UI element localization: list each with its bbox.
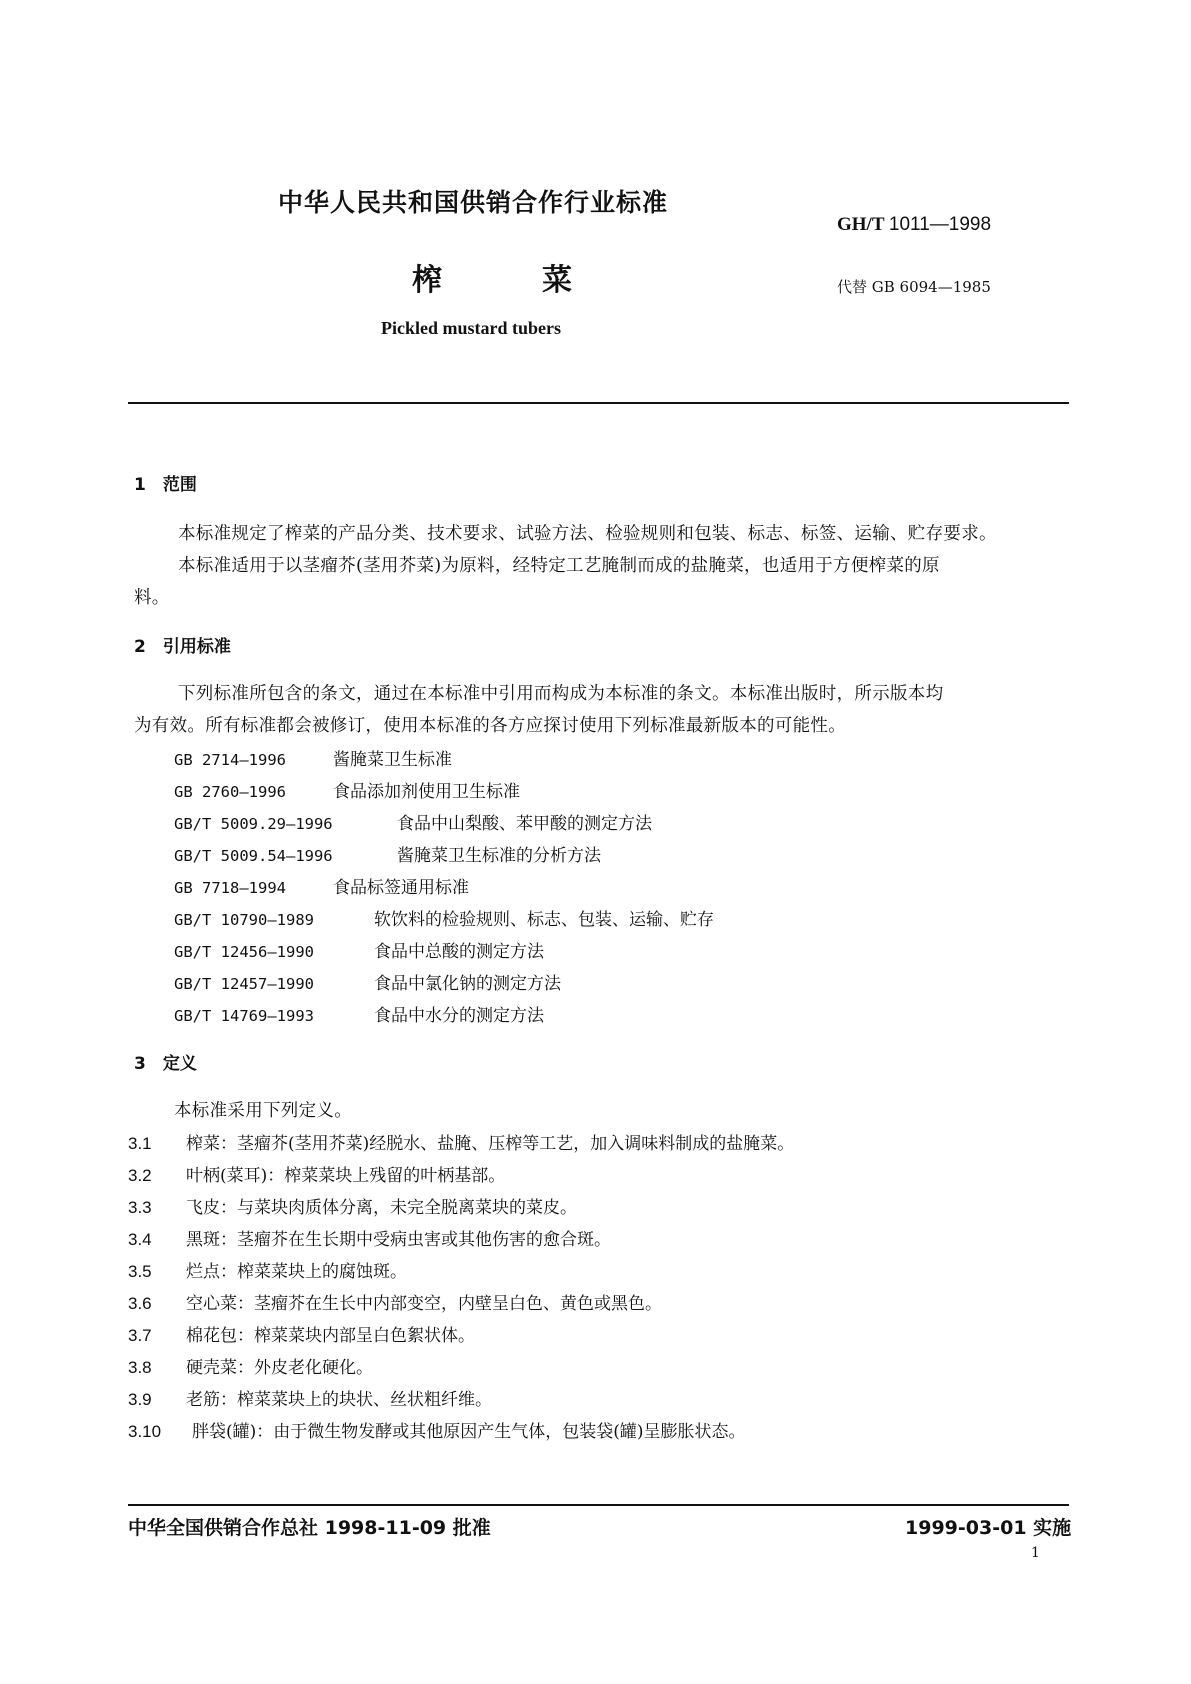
- reference-code: GB/T 5009.54—1996: [174, 847, 333, 865]
- document-title: [412, 255, 572, 299]
- definition-text: 空心菜：茎瘤芥在生长中内部变空，内壁呈白色、黄色或黑色。: [186, 1294, 662, 1314]
- definition-item: [128, 1129, 794, 1154]
- definition-item: [128, 1193, 577, 1218]
- reference-item: [174, 745, 452, 770]
- definition-item: [128, 1321, 475, 1346]
- reference-code: GB 2760—1996: [174, 783, 286, 801]
- section-1-paragraph-2: 本标准适用于以茎瘤芥(茎用芥菜)为原料，经特定工艺腌制而成的盐腌菜，也适用于方便榨菜的原: [178, 556, 940, 576]
- standard-code: [837, 214, 991, 236]
- reference-item: [174, 841, 601, 866]
- reference-item: [174, 969, 561, 994]
- standard-code-prefix: GH/T: [837, 214, 885, 235]
- definition-item: [128, 1225, 611, 1250]
- definition-item: [128, 1161, 505, 1186]
- definition-item: [128, 1289, 662, 1314]
- reference-item: [174, 937, 544, 962]
- header-divider: [128, 402, 1069, 404]
- definition-text: 榨菜：茎瘤芥(茎用芥菜)经脱水、盐腌、压榨等工艺，加入调味料制成的盐腌菜。: [186, 1134, 795, 1154]
- reference-code: GB/T 5009.29—1996: [174, 815, 333, 833]
- definition-text: 叶柄(菜耳)：榨菜菜块上残留的叶柄基部。: [186, 1166, 506, 1186]
- reference-name: 食品中氯化钠的测定方法: [374, 974, 561, 994]
- reference-code: GB/T 14769—1993: [174, 1007, 314, 1025]
- definition-text: 硬壳菜：外皮老化硬化。: [186, 1358, 373, 1378]
- section-1-paragraph-2-cont: 料。: [134, 588, 170, 608]
- definition-number: 3.7: [128, 1326, 152, 1345]
- definition-text: 黑斑：茎瘤芥在生长期中受病虫害或其他伤害的愈合斑。: [186, 1230, 611, 1250]
- reference-name: 食品添加剂使用卫生标准: [333, 782, 520, 802]
- reference-item: [174, 809, 652, 834]
- definition-item: [128, 1417, 746, 1442]
- section-2-paragraph: 下列标准所包含的条文，通过在本标准中引用而构成为本标准的条文。本标准出版时，所示版本均: [178, 684, 944, 704]
- reference-name: 软饮料的检验规则、标志、包装、运输、贮存: [374, 910, 714, 930]
- reference-item: [174, 905, 714, 930]
- definition-item: [128, 1257, 407, 1282]
- definition-number: 3.9: [128, 1390, 152, 1409]
- reference-code: GB 7718—1994: [174, 879, 286, 897]
- reference-code: GB/T 10790—1989: [174, 911, 314, 929]
- reference-name: 食品中山梨酸、苯甲酸的测定方法: [397, 814, 652, 834]
- section-2-paragraph-cont: 为有效。所有标准都会被修订，使用本标准的各方应探讨使用下列标准最新版本的可能性。: [134, 716, 846, 736]
- definition-number: 3.6: [128, 1294, 152, 1313]
- definition-number: 3.4: [128, 1230, 152, 1249]
- effective-date: 1999-03-01 实施: [905, 1517, 1072, 1539]
- section-1-heading: 1 范围: [134, 475, 197, 495]
- section-2-heading: 2 引用标准: [134, 637, 231, 657]
- reference-item: [174, 777, 520, 802]
- definition-item: [128, 1385, 492, 1410]
- definition-number: 3.5: [128, 1262, 152, 1281]
- reference-code: GB/T 12457—1990: [174, 975, 314, 993]
- section-3-heading: 3 定义: [134, 1054, 197, 1074]
- replaces-standard: 代替 GB 6094—1985: [837, 278, 991, 296]
- reference-name: 食品中水分的测定方法: [374, 1006, 544, 1026]
- reference-code: GB 2714—1996: [174, 751, 286, 769]
- standard-category-title: 中华人民共和国供销合作行业标准: [278, 188, 669, 217]
- reference-name: 食品中总酸的测定方法: [374, 942, 544, 962]
- definition-text: 棉花包：榨菜菜块内部呈白色絮状体。: [186, 1326, 475, 1346]
- section-3-intro: 本标准采用下列定义。: [174, 1101, 352, 1121]
- footer-divider: [128, 1504, 1069, 1506]
- approval-line: 中华全国供销合作总社 1998-11-09 批准: [128, 1517, 491, 1539]
- title-char-2: 菜: [542, 263, 572, 298]
- page-number: 1: [1031, 1545, 1040, 1561]
- reference-name: 酱腌菜卫生标准的分析方法: [397, 846, 601, 866]
- definition-number: 3.10: [128, 1422, 162, 1441]
- definition-number: 3.8: [128, 1358, 152, 1377]
- definition-text: 烂点：榨菜菜块上的腐蚀斑。: [186, 1262, 407, 1282]
- definition-item: [128, 1353, 373, 1378]
- reference-code: GB/T 12456—1990: [174, 943, 314, 961]
- definition-number: 3.1: [128, 1134, 152, 1153]
- section-1-paragraph-1: 本标准规定了榨菜的产品分类、技术要求、试验方法、检验规则和包装、标志、标签、运输、贮存要求。: [178, 524, 997, 544]
- reference-item: [174, 1001, 544, 1026]
- definition-text: 老筋：榨菜菜块上的块状、丝状粗纤维。: [186, 1390, 492, 1410]
- reference-name: 食品标签通用标准: [333, 878, 469, 898]
- definition-number: 3.3: [128, 1198, 152, 1217]
- definition-number: 3.2: [128, 1166, 152, 1185]
- definition-text: 胖袋(罐)：由于微生物发酵或其他原因产生气体，包装袋(罐)呈膨胀状态。: [192, 1422, 746, 1442]
- standard-code-number: 1011—1998: [888, 214, 992, 235]
- definition-text: 飞皮：与菜块肉质体分离，未完全脱离菜块的菜皮。: [186, 1198, 577, 1218]
- english-title: Pickled mustard tubers: [381, 318, 561, 338]
- reference-item: [174, 873, 469, 898]
- reference-name: 酱腌菜卫生标准: [333, 750, 452, 770]
- title-char-1: 榨: [412, 263, 442, 298]
